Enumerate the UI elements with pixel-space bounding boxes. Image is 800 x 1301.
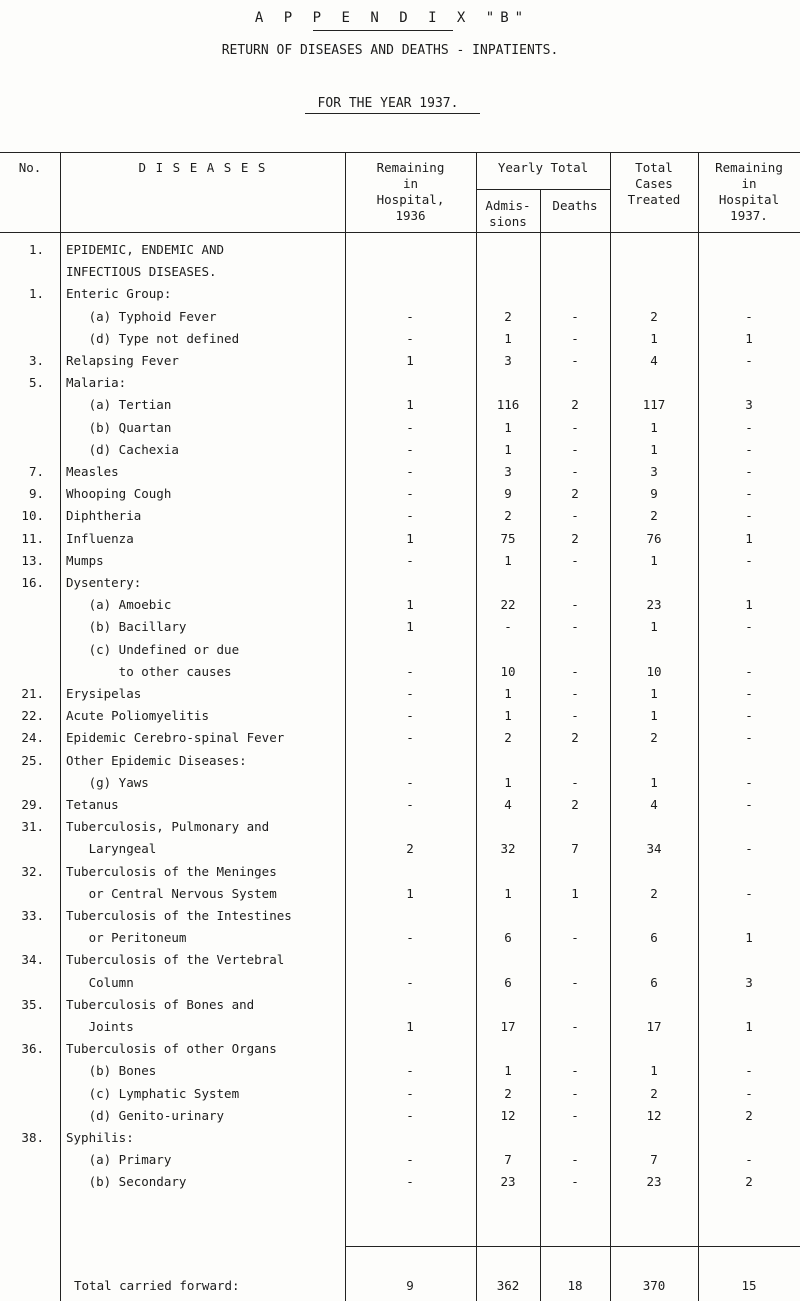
cell-rem37: - — [745, 886, 753, 901]
col-divider-admissions — [540, 189, 541, 1301]
cell-adm: 23 — [500, 1174, 516, 1189]
row-number: 1. — [28, 242, 44, 257]
disease-label: (b) Secondary — [66, 1174, 187, 1189]
cell-dth: - — [571, 1174, 579, 1189]
cell-rem: - — [406, 1174, 414, 1189]
cell-dth: - — [571, 975, 579, 990]
cell-adm: 2 — [504, 1086, 512, 1101]
totals-rule — [345, 1246, 800, 1247]
row-number: 16. — [21, 575, 44, 590]
cell-rem: - — [406, 1108, 414, 1123]
row-number: 36. — [21, 1041, 44, 1056]
row-number: 5. — [28, 375, 44, 390]
disease-label: (d) Type not defined — [66, 331, 240, 346]
cell-rem37: - — [745, 464, 753, 479]
cell-rem: 1 — [406, 886, 414, 901]
disease-label: Tuberculosis of Bones and — [66, 997, 255, 1012]
cell-dth: - — [571, 553, 579, 568]
cell-tot: 2 — [650, 1086, 658, 1101]
cell-dth: - — [571, 619, 579, 634]
cell-tot: 6 — [650, 930, 658, 945]
disease-label: (b) Bones — [66, 1063, 157, 1078]
row-number: 21. — [21, 686, 44, 701]
row-number: 32. — [21, 864, 44, 879]
cell-tot: 1 — [650, 442, 658, 457]
cell-adm: 75 — [500, 531, 516, 546]
cell-rem: 1 — [406, 597, 414, 612]
col-divider-remaining — [476, 152, 477, 1301]
cell-dth: - — [571, 1152, 579, 1167]
cell-rem37: - — [745, 664, 753, 679]
cell-adm: 2 — [504, 508, 512, 523]
disease-label: or Central Nervous System — [66, 886, 277, 901]
cell-tot: 76 — [646, 531, 662, 546]
remaining-1937-header-line: 1937. — [730, 208, 768, 223]
cell-rem: - — [406, 309, 414, 324]
disease-label: INFECTIOUS DISEASES. — [66, 264, 217, 279]
cell-adm: 32 — [500, 841, 516, 856]
col-header-diseases: D I S E A S E S — [138, 160, 267, 175]
cell-rem: - — [406, 730, 414, 745]
cell-rem37: 1 — [745, 1019, 753, 1034]
cell-rem: - — [406, 930, 414, 945]
cell-rem: - — [406, 486, 414, 501]
cell-tot: 2 — [650, 508, 658, 523]
cell-tot: 1 — [650, 420, 658, 435]
disease-label: Tuberculosis of the Vertebral — [66, 952, 285, 967]
col-divider-total — [698, 152, 699, 1301]
cell-tot: 2 — [650, 309, 658, 324]
cell-tot: 9 — [650, 486, 658, 501]
report-year: FOR THE YEAR 1937. — [317, 96, 459, 111]
disease-label: Epidemic Cerebro-spinal Fever — [66, 730, 285, 745]
cell-tot: 23 — [646, 1174, 662, 1189]
cell-dth: - — [571, 1063, 579, 1078]
row-number: 38. — [21, 1130, 44, 1145]
cell-dth: - — [571, 664, 579, 679]
cell-adm: 1 — [504, 442, 512, 457]
cell-rem37: - — [745, 486, 753, 501]
cell-rem37: - — [745, 309, 753, 324]
col-divider-no — [60, 152, 61, 1301]
cell-rem37: 3 — [745, 397, 753, 412]
cell-dth: - — [571, 686, 579, 701]
col-header-deaths: Deaths — [552, 198, 598, 213]
cell-adm: 2 — [504, 309, 512, 324]
total-cases-header-line: Treated — [627, 192, 681, 207]
disease-label: Dysentery: — [66, 575, 142, 590]
disease-label: Tuberculosis of the Meninges — [66, 864, 277, 879]
cell-rem: 1 — [406, 619, 414, 634]
cell-adm: 3 — [504, 464, 512, 479]
cell-adm: 116 — [496, 397, 520, 412]
admissions-header-line: Admis- — [485, 198, 531, 213]
disease-label: (c) Lymphatic System — [66, 1086, 240, 1101]
cell-rem37: - — [745, 619, 753, 634]
col-header-remaining-1936 — [345, 160, 476, 224]
row-number: 24. — [21, 730, 44, 745]
report-subtitle: RETURN OF DISEASES AND DEATHS - INPATIENTS. — [221, 43, 559, 58]
disease-label: (a) Amoebic — [66, 597, 172, 612]
disease-label: Influenza — [66, 531, 134, 546]
disease-label: Acute Poliomyelitis — [66, 708, 209, 723]
disease-label: EPIDEMIC, ENDEMIC AND — [66, 242, 225, 257]
row-number: 34. — [21, 952, 44, 967]
disease-label: Measles — [66, 464, 119, 479]
cell-dth: - — [571, 597, 579, 612]
cell-tot: 7 — [650, 1152, 658, 1167]
cell-adm: 9 — [504, 486, 512, 501]
cell-adm: 4 — [504, 797, 512, 812]
cell-tot: 1 — [650, 686, 658, 701]
cell-rem: - — [406, 553, 414, 568]
cell-tot: 1 — [650, 553, 658, 568]
cell-dth: 1 — [571, 886, 579, 901]
cell-rem37: - — [745, 1086, 753, 1101]
total-cases-header-line: Total — [635, 160, 673, 175]
disease-label: Syphilis: — [66, 1130, 134, 1145]
cell-rem37: 1 — [745, 331, 753, 346]
cell-rem37: - — [745, 420, 753, 435]
cell-tot: 1 — [650, 775, 658, 790]
col-header-yearly-total: Yearly Total — [497, 160, 589, 175]
cell-adm: 1 — [504, 331, 512, 346]
cell-dth: 2 — [571, 397, 579, 412]
cell-tot: 23 — [646, 597, 662, 612]
disease-label: Tuberculosis, Pulmonary and — [66, 819, 270, 834]
col-divider-diseases — [345, 152, 346, 1301]
row-number: 29. — [21, 797, 44, 812]
cell-rem: 1 — [406, 1019, 414, 1034]
cell-adm: 1 — [504, 420, 512, 435]
disease-label: Diphtheria — [66, 508, 142, 523]
row-number: 1. — [28, 286, 44, 301]
disease-label: Enteric Group: — [66, 286, 172, 301]
cell-dth: - — [571, 508, 579, 523]
cell-rem: - — [406, 708, 414, 723]
cell-tot: 3 — [650, 464, 658, 479]
remaining-1937-header-line: in — [741, 176, 757, 191]
yearly-total-rule — [476, 189, 610, 190]
row-number: 35. — [21, 997, 44, 1012]
total-cases-header-line: Cases — [635, 176, 673, 191]
cell-adm: 1 — [504, 686, 512, 701]
cell-tot: 6 — [650, 975, 658, 990]
disease-label: (a) Tertian — [66, 397, 172, 412]
cell-tot: 1 — [650, 331, 658, 346]
disease-label: Mumps — [66, 553, 104, 568]
disease-label: Laryngeal — [66, 841, 157, 856]
cell-adm: 1 — [504, 708, 512, 723]
cell-adm: 6 — [504, 975, 512, 990]
cell-rem37: - — [745, 797, 753, 812]
cell-tot: 10 — [646, 664, 662, 679]
remaining-1936-header-line: 1936 — [395, 208, 426, 223]
cell-dth: - — [571, 930, 579, 945]
cell-tot: 2 — [650, 730, 658, 745]
row-number: 13. — [21, 553, 44, 568]
cell-rem37: 1 — [745, 597, 753, 612]
remaining-1937-header-line: Remaining — [715, 160, 783, 175]
cell-tot: 1 — [650, 619, 658, 634]
cell-rem: - — [406, 664, 414, 679]
cell-dth: 2 — [571, 531, 579, 546]
cell-rem: 1 — [406, 531, 414, 546]
disease-label: Joints — [66, 1019, 134, 1034]
disease-label: (c) Undefined or due — [66, 642, 240, 657]
cell-tot: 4 — [650, 353, 658, 368]
row-number: 7. — [28, 464, 44, 479]
cell-dth: 2 — [571, 730, 579, 745]
totals-total-cases: 370 — [642, 1278, 666, 1293]
row-number: 9. — [28, 486, 44, 501]
cell-rem: - — [406, 1152, 414, 1167]
cell-dth: 7 — [571, 841, 579, 856]
cell-dth: 2 — [571, 797, 579, 812]
row-number: 25. — [21, 753, 44, 768]
col-header-no: No. — [18, 160, 42, 175]
disease-label: Malaria: — [66, 375, 127, 390]
col-header-total-cases — [610, 160, 698, 208]
disease-label: (d) Cachexia — [66, 442, 179, 457]
cell-rem37: 1 — [745, 531, 753, 546]
disease-label: Erysipelas — [66, 686, 142, 701]
cell-rem37: 2 — [745, 1108, 753, 1123]
cell-rem: - — [406, 464, 414, 479]
appendix-title: A P P E N D I X "B" — [254, 10, 530, 26]
cell-rem37: - — [745, 730, 753, 745]
header-bottom-rule — [0, 232, 800, 233]
totals-label: Total carried forward: — [74, 1278, 240, 1293]
totals-remaining-1937: 15 — [741, 1278, 757, 1293]
disease-label: or Peritoneum — [66, 930, 187, 945]
appendix-underline — [313, 30, 453, 31]
cell-rem: - — [406, 1063, 414, 1078]
disease-label: (b) Bacillary — [66, 619, 187, 634]
cell-rem: - — [406, 1086, 414, 1101]
cell-dth: - — [571, 420, 579, 435]
col-divider-deaths — [610, 152, 611, 1301]
row-number: 10. — [21, 508, 44, 523]
cell-rem: - — [406, 508, 414, 523]
remaining-1937-header-line: Hospital — [718, 192, 780, 207]
cell-dth: - — [571, 309, 579, 324]
row-number: 22. — [21, 708, 44, 723]
cell-rem: 1 — [406, 397, 414, 412]
remaining-1936-header-line: Remaining — [376, 160, 445, 175]
totals-deaths: 18 — [567, 1278, 583, 1293]
disease-label: (g) Yaws — [66, 775, 149, 790]
cell-rem37: 3 — [745, 975, 753, 990]
cell-rem: - — [406, 797, 414, 812]
cell-rem37: - — [745, 442, 753, 457]
col-header-remaining-1937 — [698, 160, 800, 224]
disease-label: Whooping Cough — [66, 486, 172, 501]
cell-rem37: 2 — [745, 1174, 753, 1189]
cell-tot: 2 — [650, 886, 658, 901]
cell-adm: 1 — [504, 775, 512, 790]
row-number: 11. — [21, 531, 44, 546]
disease-label: (d) Genito-urinary — [66, 1108, 225, 1123]
cell-rem: 1 — [406, 353, 414, 368]
cell-rem37: - — [745, 553, 753, 568]
row-number: 33. — [21, 908, 44, 923]
col-header-admissions — [476, 198, 540, 230]
cell-rem: - — [406, 420, 414, 435]
cell-adm: 17 — [500, 1019, 516, 1034]
cell-rem37: - — [745, 1152, 753, 1167]
cell-dth: - — [571, 1019, 579, 1034]
cell-tot: 1 — [650, 708, 658, 723]
disease-label: Tetanus — [66, 797, 119, 812]
disease-label: Tuberculosis of the Intestines — [66, 908, 292, 923]
cell-rem: - — [406, 775, 414, 790]
row-number: 31. — [21, 819, 44, 834]
disease-label: Other Epidemic Diseases: — [66, 753, 247, 768]
cell-rem: - — [406, 331, 414, 346]
cell-tot: 34 — [646, 841, 662, 856]
cell-tot: 4 — [650, 797, 658, 812]
year-underline — [305, 113, 480, 114]
cell-adm: 3 — [504, 353, 512, 368]
cell-adm: 1 — [504, 553, 512, 568]
cell-dth: - — [571, 442, 579, 457]
cell-dth: - — [571, 775, 579, 790]
cell-dth: - — [571, 353, 579, 368]
remaining-1936-header-line: Hospital, — [376, 192, 445, 207]
cell-adm: 7 — [504, 1152, 512, 1167]
cell-rem37: - — [745, 841, 753, 856]
disease-label: (a) Typhoid Fever — [66, 309, 217, 324]
cell-adm: 1 — [504, 886, 512, 901]
cell-adm: 1 — [504, 1063, 512, 1078]
disease-label: Relapsing Fever — [66, 353, 179, 368]
cell-tot: 17 — [646, 1019, 662, 1034]
disease-label: to other causes — [66, 664, 232, 679]
cell-adm: 22 — [500, 597, 516, 612]
cell-dth: - — [571, 1086, 579, 1101]
admissions-header-line: sions — [489, 214, 527, 229]
cell-dth: - — [571, 331, 579, 346]
cell-rem37: - — [745, 686, 753, 701]
remaining-1936-header-line: in — [402, 176, 419, 191]
cell-adm: 10 — [500, 664, 516, 679]
cell-rem37: - — [745, 775, 753, 790]
cell-rem37: - — [745, 1063, 753, 1078]
table-top-rule — [0, 152, 800, 153]
disease-label: Tuberculosis of other Organs — [66, 1041, 277, 1056]
cell-adm: 12 — [500, 1108, 516, 1123]
cell-adm: 2 — [504, 730, 512, 745]
totals-admissions: 362 — [496, 1278, 520, 1293]
disease-label: (a) Primary — [66, 1152, 172, 1167]
cell-dth: - — [571, 708, 579, 723]
cell-tot: 117 — [642, 397, 666, 412]
cell-dth: 2 — [571, 486, 579, 501]
disease-label: (b) Quartan — [66, 420, 172, 435]
cell-adm: 6 — [504, 930, 512, 945]
cell-rem37: 1 — [745, 930, 753, 945]
cell-rem: - — [406, 442, 414, 457]
cell-rem37: - — [745, 353, 753, 368]
cell-rem: 2 — [406, 841, 414, 856]
disease-label: Column — [66, 975, 134, 990]
cell-rem37: - — [745, 508, 753, 523]
row-number: 3. — [28, 353, 44, 368]
cell-dth: - — [571, 1108, 579, 1123]
totals-remaining-1936: 9 — [406, 1278, 414, 1293]
cell-tot: 1 — [650, 1063, 658, 1078]
cell-tot: 12 — [646, 1108, 662, 1123]
cell-dth: - — [571, 464, 579, 479]
cell-rem: - — [406, 686, 414, 701]
cell-rem37: - — [745, 708, 753, 723]
cell-rem: - — [406, 975, 414, 990]
cell-adm: - — [504, 619, 512, 634]
